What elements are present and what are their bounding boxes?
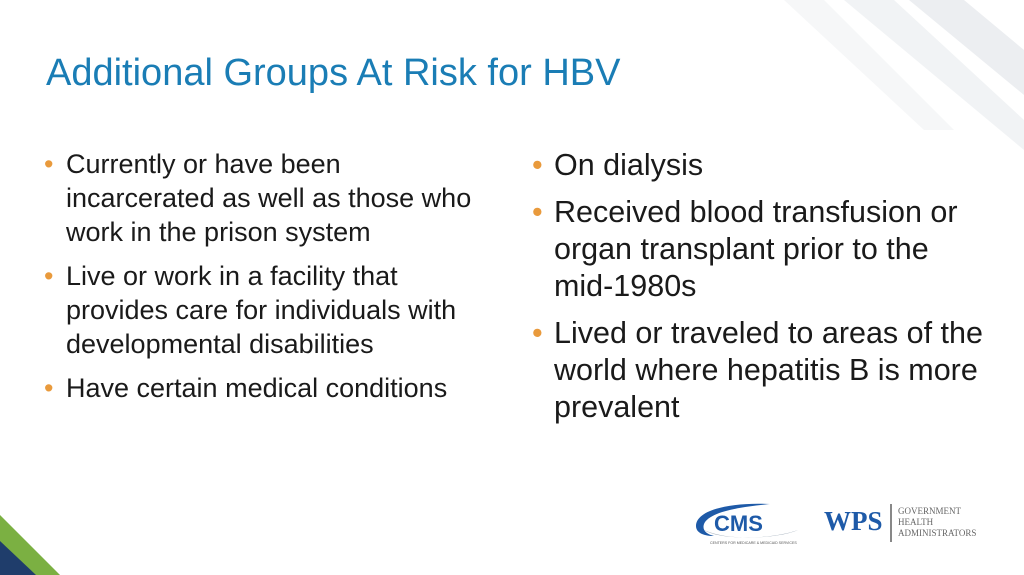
list-item [532,194,992,305]
wps-logo-line: GOVERNMENT [898,506,961,516]
wps-logo-line: ADMINISTRATORS [898,528,977,538]
list-item [44,147,484,249]
wps-logo-subtitle [898,506,976,539]
list-item-text: Lived or traveled to areas of the world where hepatitis B is more prevalent [554,316,983,424]
right-bullet-list [532,147,992,436]
footer-logos [690,500,1000,550]
wps-logo-divider [890,504,892,542]
wps-logo-text: WPS [824,506,883,536]
list-item [44,371,484,405]
list-item [532,315,992,426]
bullet-icon: • [532,316,543,350]
list-item-text: Received blood transfusion or organ transplant prior to the mid-1980s [554,195,958,303]
slide-title: Additional Groups At Risk for HBV [46,52,621,94]
bullet-icon: • [532,195,543,229]
left-bullet-list [44,147,484,415]
list-item-text: Live or work in a facility that provides care for individuals with developmental disabilities [66,261,457,359]
list-item-text: On dialysis [554,148,704,182]
cms-logo-subtext: CENTERS FOR MEDICARE & MEDICAID SERVICES [710,541,797,545]
list-item-text: Have certain medical conditions [66,373,448,403]
bullet-icon: • [44,261,54,291]
list-item [44,259,484,361]
wps-logo-line: HEALTH [898,517,934,527]
bullet-icon: • [532,148,543,182]
list-item [532,147,992,184]
cms-logo-text: CMS [714,511,763,536]
bullet-icon: • [44,149,54,179]
decorative-corner-bottom-left [0,505,70,575]
list-item-text: Currently or have been incarcerated as well as those who work in the prison system [66,149,472,247]
bullet-icon: • [44,373,54,403]
cms-logo [690,500,802,546]
decorative-stripes-top-right [724,0,1024,160]
